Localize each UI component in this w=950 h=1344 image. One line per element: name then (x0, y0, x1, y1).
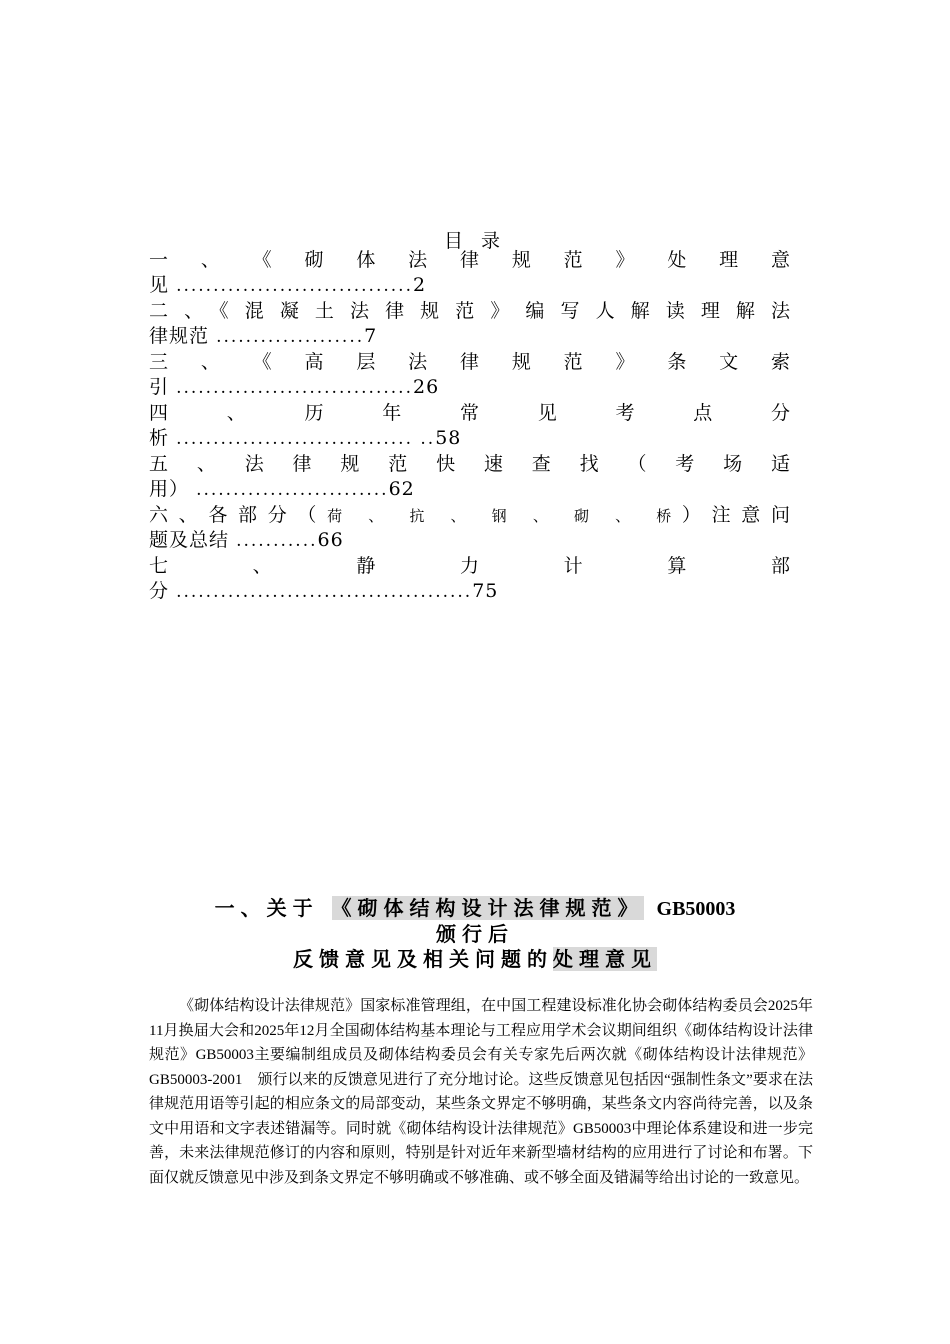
toc-page-number: 2 (412, 274, 427, 296)
toc-entry[interactable] (149, 350, 791, 401)
toc-entry[interactable] (149, 401, 791, 452)
toc-entry-title-part: ）注意问 (681, 504, 791, 526)
toc-page-number: 62 (388, 478, 415, 500)
toc-entry-title: 三 、 《 高 层 法 律 规 范 》 条 文 索 (149, 351, 791, 373)
table-of-contents (149, 248, 791, 605)
toc-entry-title: 一 、 《 砌 体 法 律 规 范 》 处 理 意 (149, 249, 791, 271)
toc-leader-dots: ................................ (176, 378, 413, 398)
toc-entry-title-cont: 题及总结 (149, 529, 230, 551)
toc-entry-title: 四 、 历 年 常 见 考 点 分 (149, 402, 791, 424)
heading-line-1 (149, 896, 801, 922)
toc-title: 目 录 (443, 230, 507, 252)
toc-entry-title-part: 荷 、 抗 、 钢 、 砌 、 桥 (327, 507, 682, 525)
toc-entry-title-part: 六、各部分（ (149, 504, 328, 526)
heading-line-3 (149, 947, 801, 972)
toc-entry[interactable] (149, 452, 791, 503)
toc-leader-dots: .......................... (196, 480, 389, 500)
toc-entry[interactable] (149, 299, 791, 350)
toc-entry-title-cont: 用） (149, 478, 190, 500)
toc-entry-title: 二、《混凝土法律规范》编写人解读理解法 (149, 300, 791, 322)
toc-entry-title-cont: 析 (149, 427, 170, 449)
toc-entry-title-cont: 分 (149, 580, 170, 602)
toc-leader-dots: ........................................ (176, 582, 473, 602)
toc-page-number: 66 (317, 529, 344, 551)
heading-prefix: 一、关于 (214, 896, 319, 920)
heading-plain: 反馈意见及相关问题的 (293, 947, 553, 971)
toc-page-number: 75 (472, 580, 499, 602)
toc-leader-dots: .................... (216, 327, 365, 347)
toc-entry-title: 七 、 静 力 计 算 部 (149, 555, 791, 577)
body-paragraph: 《砌体结构设计法律规范》国家标准管理组，在中国工程建设标准化协会砌体结构委员会2025年11月换届大会和2025年12月全国砌体结构基本理论与工程应用学术会议期间组织《砌体结构设计法律规范》GB50003主要编制组成员及砌体结构委员会有关专家先后两次就《砌体结构设计法律规范》GB50003-2001 颁行以来的反馈意见进行了充分地讨论。这些反馈意见包括因“强制性条文”要求在法律规范用语等引起的相应条文的局部变动，某些条文界定不够明确，某些条文内容尚待完善，以及条文中用语和文字表述错漏等。同时就《砌体结构设计法律规范》GB50003中理论体系建设和进一步完善，未来法律规范修订的内容和原则，特别是针对近年来新型墙材结构的应用进行了讨论和布署。下面仅就反馈意见中涉及到条文界定不够明确或不够准确、或不够全面及错漏等给出讨论的一致意见。 (149, 998, 813, 1186)
section-heading (149, 896, 801, 972)
toc-entry-title: 五 、 法 律 规 范 快 速 查 找 （ 考 场 适 (149, 453, 791, 475)
toc-entry-title-cont: 见 (149, 274, 170, 296)
toc-page-number: 26 (412, 376, 440, 398)
toc-page-number: 7 (364, 325, 378, 347)
toc-leader-dots: ................................ .. (176, 429, 436, 449)
toc-entry-title-cont: 引 (149, 376, 170, 398)
heading-highlight: 《砌体结构设计法律规范》 (331, 896, 644, 920)
toc-entry-title (149, 503, 791, 528)
heading-line-2: 颁行后 (436, 922, 514, 946)
toc-page-number: 58 (435, 427, 462, 449)
heading-highlight-2: 处理意见 (553, 947, 657, 971)
toc-entry[interactable] (149, 248, 791, 299)
toc-entry[interactable] (149, 503, 791, 554)
toc-entry-title-cont: 律规范 (149, 325, 210, 347)
toc-leader-dots: ........... (236, 531, 318, 551)
heading-code: GB50003 (656, 898, 736, 920)
toc-leader-dots: ................................ (176, 276, 413, 296)
toc-entry[interactable] (149, 554, 791, 605)
